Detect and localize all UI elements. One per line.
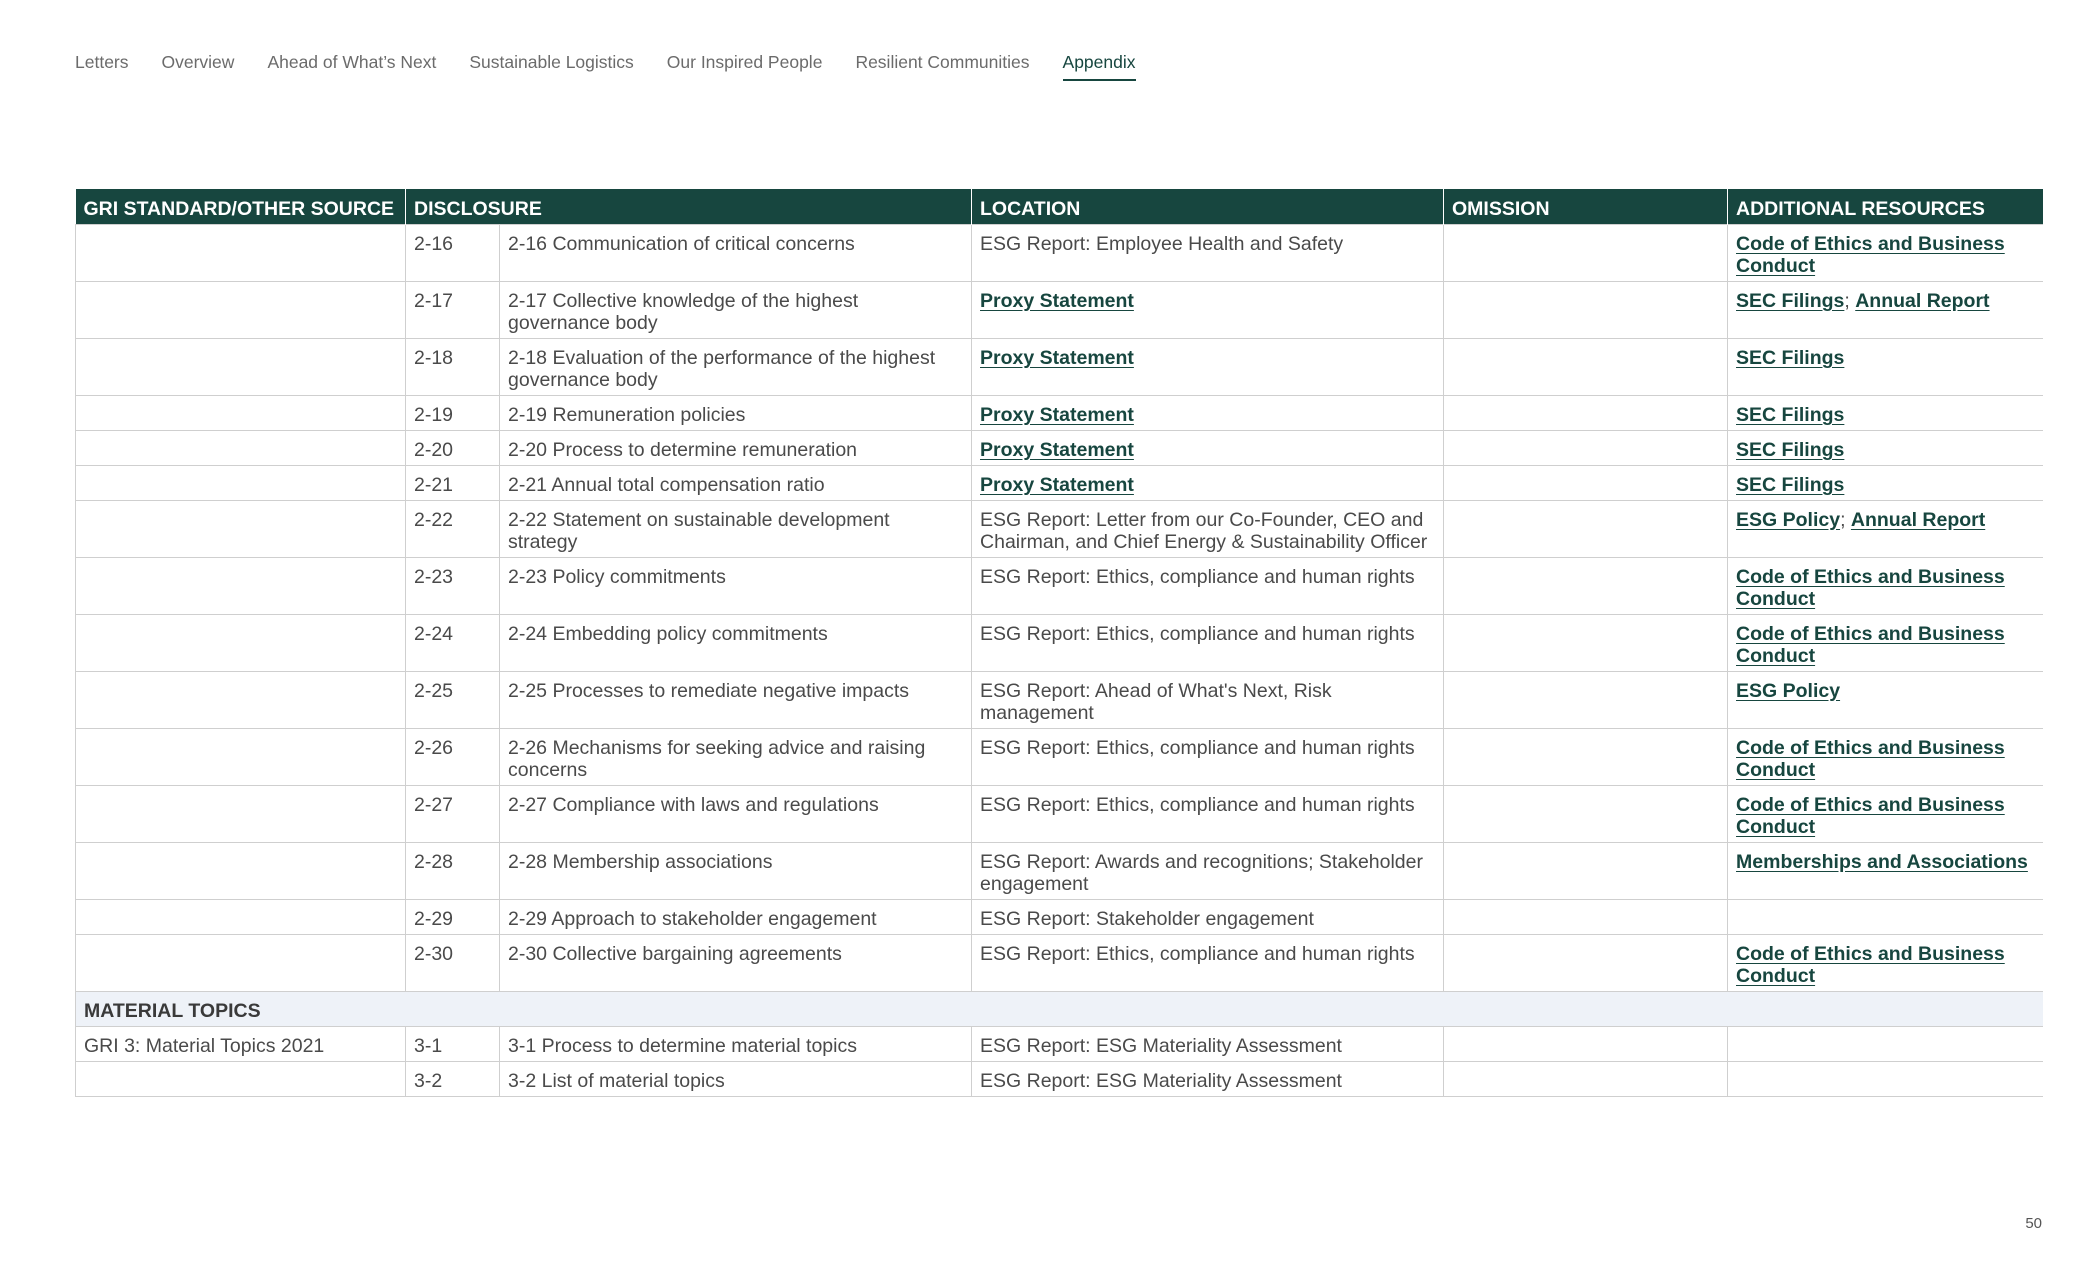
omission-cell (1444, 672, 1728, 729)
location-cell: ESG Report: ESG Materiality Assessment (972, 1062, 1444, 1097)
table-row (76, 339, 2043, 396)
location-cell: ESG Report: Ahead of What's Next, Risk management (972, 672, 1444, 729)
omission-cell (1444, 558, 1728, 615)
header-location: LOCATION (972, 189, 1444, 225)
table-row (76, 396, 2043, 431)
resource-link[interactable]: Annual Report (1850, 509, 1986, 531)
resource-link[interactable]: Code of Ethics and Business Conduct (1736, 794, 2005, 838)
resource-link[interactable]: Memberships and Associations (1736, 851, 2028, 873)
resource-link[interactable]: SEC Filings (1736, 404, 1845, 426)
location-cell: ESG Report: Ethics, compliance and human rights (972, 615, 1444, 672)
table-row (76, 501, 2043, 558)
additional-resources-cell (1728, 431, 2043, 466)
disclosure-title-cell: 3-2 List of material topics (500, 1062, 972, 1097)
table-row (76, 672, 2043, 729)
additional-resources-cell (1728, 501, 2043, 558)
disclosure-code-cell: 2-26 (406, 729, 500, 786)
separator: ; (1840, 509, 1851, 531)
table-row (76, 843, 2043, 900)
omission-cell (1444, 786, 1728, 843)
table-row (76, 615, 2043, 672)
gri-standard-cell (76, 282, 406, 339)
nav-item-resilient-communities[interactable]: Resilient Communities (855, 52, 1030, 72)
section-row (76, 992, 2043, 1027)
resource-link[interactable]: SEC Filings (1736, 290, 1845, 312)
additional-resources-cell (1728, 615, 2043, 672)
table-row (76, 786, 2043, 843)
header-gri-standard: GRI STANDARD/OTHER SOURCE (76, 189, 406, 225)
table-row (76, 1027, 2043, 1062)
table-row (76, 431, 2043, 466)
header-omission: OMISSION (1444, 189, 1728, 225)
gri-standard-cell (76, 339, 406, 396)
gri-standard-cell (76, 843, 406, 900)
additional-resources-cell (1728, 729, 2043, 786)
additional-resources-cell (1728, 1027, 2043, 1062)
gri-standard-cell (76, 672, 406, 729)
disclosure-title-cell: 2-27 Compliance with laws and regulations (500, 786, 972, 843)
gri-index-table (75, 189, 2043, 1097)
header-additional-resources: ADDITIONAL RESOURCES (1728, 189, 2043, 225)
gri-standard-cell (76, 615, 406, 672)
disclosure-title-cell: 2-16 Communication of critical concerns (500, 225, 972, 282)
additional-resources-cell (1728, 935, 2043, 992)
additional-resources-cell (1728, 786, 2043, 843)
disclosure-title-cell: 2-20 Process to determine remuneration (500, 431, 972, 466)
disclosure-title-cell: 2-17 Collective knowledge of the highest governance body (500, 282, 972, 339)
gri-standard-cell (76, 396, 406, 431)
table-row (76, 558, 2043, 615)
additional-resources-cell (1728, 282, 2043, 339)
additional-resources-cell (1728, 396, 2043, 431)
table-row (76, 225, 2043, 282)
location-link[interactable]: Proxy Statement (980, 347, 1134, 369)
additional-resources-cell (1728, 843, 2043, 900)
disclosure-title-cell: 2-23 Policy commitments (500, 558, 972, 615)
location-cell (972, 282, 1444, 339)
disclosure-code-cell: 3-1 (406, 1027, 500, 1062)
disclosure-title-cell: 2-24 Embedding policy commitments (500, 615, 972, 672)
additional-resources-cell (1728, 1062, 2043, 1097)
disclosure-code-cell: 2-23 (406, 558, 500, 615)
disclosure-code-cell: 2-29 (406, 900, 500, 935)
disclosure-code-cell: 2-24 (406, 615, 500, 672)
gri-standard-cell (76, 558, 406, 615)
resource-link[interactable]: Code of Ethics and Business Conduct (1736, 943, 2005, 987)
location-cell: ESG Report: Letter from our Co-Founder, CEO and Chairman, and Chief Energy & Sustainability Officer (972, 501, 1444, 558)
omission-cell (1444, 339, 1728, 396)
location-link[interactable]: Proxy Statement (980, 404, 1134, 426)
omission-cell (1444, 843, 1728, 900)
location-cell: ESG Report: Stakeholder engagement (972, 900, 1444, 935)
disclosure-code-cell: 2-16 (406, 225, 500, 282)
omission-cell (1444, 466, 1728, 501)
table-row (76, 729, 2043, 786)
omission-cell (1444, 225, 1728, 282)
additional-resources-cell (1728, 900, 2043, 935)
disclosure-code-cell: 2-20 (406, 431, 500, 466)
nav-item-overview[interactable]: Overview (161, 52, 235, 72)
table-row (76, 935, 2043, 992)
disclosure-title-cell: 3-1 Process to determine material topics (500, 1027, 972, 1062)
disclosure-code-cell: 2-27 (406, 786, 500, 843)
disclosure-code-cell: 2-17 (406, 282, 500, 339)
additional-resources-cell (1728, 466, 2043, 501)
omission-cell (1444, 900, 1728, 935)
gri-standard-cell (76, 729, 406, 786)
resource-link[interactable]: SEC Filings (1736, 347, 1845, 369)
page-number: 50 (2025, 1215, 2042, 1232)
disclosure-title-cell: 2-25 Processes to remediate negative impacts (500, 672, 972, 729)
location-link[interactable]: Proxy Statement (980, 474, 1134, 496)
resource-link[interactable]: SEC Filings (1736, 474, 1845, 496)
separator: ; (1844, 290, 1856, 312)
gri-standard-cell (76, 1062, 406, 1097)
gri-standard-cell (76, 501, 406, 558)
additional-resources-cell (1728, 672, 2043, 729)
disclosure-code-cell: 2-21 (406, 466, 500, 501)
gri-standard-cell (76, 466, 406, 501)
disclosure-code-cell: 2-28 (406, 843, 500, 900)
disclosure-title-cell: 2-19 Remuneration policies (500, 396, 972, 431)
location-cell (972, 431, 1444, 466)
disclosure-code-cell: 2-19 (406, 396, 500, 431)
disclosure-code-cell: 3-2 (406, 1062, 500, 1097)
location-cell: ESG Report: Ethics, compliance and human rights (972, 935, 1444, 992)
location-cell (972, 339, 1444, 396)
location-cell (972, 466, 1444, 501)
gri-standard-cell (76, 900, 406, 935)
nav-item-letters[interactable]: Letters (75, 52, 129, 72)
omission-cell (1444, 729, 1728, 786)
table-row (76, 900, 2043, 935)
resource-link[interactable]: Annual Report (1855, 290, 1990, 312)
location-cell: ESG Report: Employee Health and Safety (972, 225, 1444, 282)
disclosure-code-cell: 2-22 (406, 501, 500, 558)
disclosure-title-cell: 2-29 Approach to stakeholder engagement (500, 900, 972, 935)
location-cell: ESG Report: ESG Materiality Assessment (972, 1027, 1444, 1062)
table-row (76, 1062, 2043, 1097)
header-disclosure: DISCLOSURE (406, 189, 972, 225)
gri-standard-cell (76, 431, 406, 466)
disclosure-title-cell: 2-28 Membership associations (500, 843, 972, 900)
location-link[interactable]: Proxy Statement (980, 290, 1134, 312)
nav-item-appendix[interactable]: Appendix (1063, 52, 1136, 81)
resource-link[interactable]: Code of Ethics and Business Conduct (1736, 737, 2005, 781)
gri-standard-cell (76, 935, 406, 992)
disclosure-title-cell: 2-30 Collective bargaining agreements (500, 935, 972, 992)
nav-item-ahead-of-what-s-next[interactable]: Ahead of What’s Next (267, 52, 437, 72)
location-cell: ESG Report: Ethics, compliance and human rights (972, 786, 1444, 843)
gri-standard-cell: GRI 3: Material Topics 2021 (76, 1027, 406, 1062)
additional-resources-cell (1728, 558, 2043, 615)
nav-item-sustainable-logistics[interactable]: Sustainable Logistics (469, 52, 634, 72)
omission-cell (1444, 396, 1728, 431)
omission-cell (1444, 431, 1728, 466)
disclosure-title-cell: 2-21 Annual total compensation ratio (500, 466, 972, 501)
top-navigation (75, 52, 1169, 81)
disclosure-code-cell: 2-30 (406, 935, 500, 992)
disclosure-title-cell: 2-18 Evaluation of the performance of the highest governance body (500, 339, 972, 396)
location-cell: ESG Report: Awards and recognitions; Stakeholder engagement (972, 843, 1444, 900)
disclosure-title-cell: 2-26 Mechanisms for seeking advice and raising concerns (500, 729, 972, 786)
location-link[interactable]: Proxy Statement (980, 439, 1134, 461)
table-row (76, 466, 2043, 501)
disclosure-code-cell: 2-18 (406, 339, 500, 396)
gri-standard-cell (76, 786, 406, 843)
additional-resources-cell (1728, 225, 2043, 282)
resource-link[interactable]: ESG Policy (1736, 509, 1841, 531)
location-cell (972, 396, 1444, 431)
omission-cell (1444, 282, 1728, 339)
resource-link[interactable]: ESG Policy (1736, 680, 1841, 702)
additional-resources-cell (1728, 339, 2043, 396)
disclosure-title-cell: 2-22 Statement on sustainable development strategy (500, 501, 972, 558)
resource-link[interactable]: SEC Filings (1736, 439, 1845, 461)
omission-cell (1444, 501, 1728, 558)
omission-cell (1444, 935, 1728, 992)
resource-link[interactable]: Code of Ethics and Business Conduct (1736, 233, 2005, 277)
nav-item-our-inspired-people[interactable]: Our Inspired People (666, 52, 823, 72)
table-header-row (76, 189, 2043, 225)
resource-link[interactable]: Code of Ethics and Business Conduct (1736, 566, 2005, 610)
section-title: MATERIAL TOPICS (76, 992, 2043, 1027)
resource-link[interactable]: Code of Ethics and Business Conduct (1736, 623, 2005, 667)
table-row (76, 282, 2043, 339)
omission-cell (1444, 1027, 1728, 1062)
gri-standard-cell (76, 225, 406, 282)
omission-cell (1444, 1062, 1728, 1097)
location-cell: ESG Report: Ethics, compliance and human rights (972, 558, 1444, 615)
disclosure-code-cell: 2-25 (406, 672, 500, 729)
omission-cell (1444, 615, 1728, 672)
location-cell: ESG Report: Ethics, compliance and human rights (972, 729, 1444, 786)
